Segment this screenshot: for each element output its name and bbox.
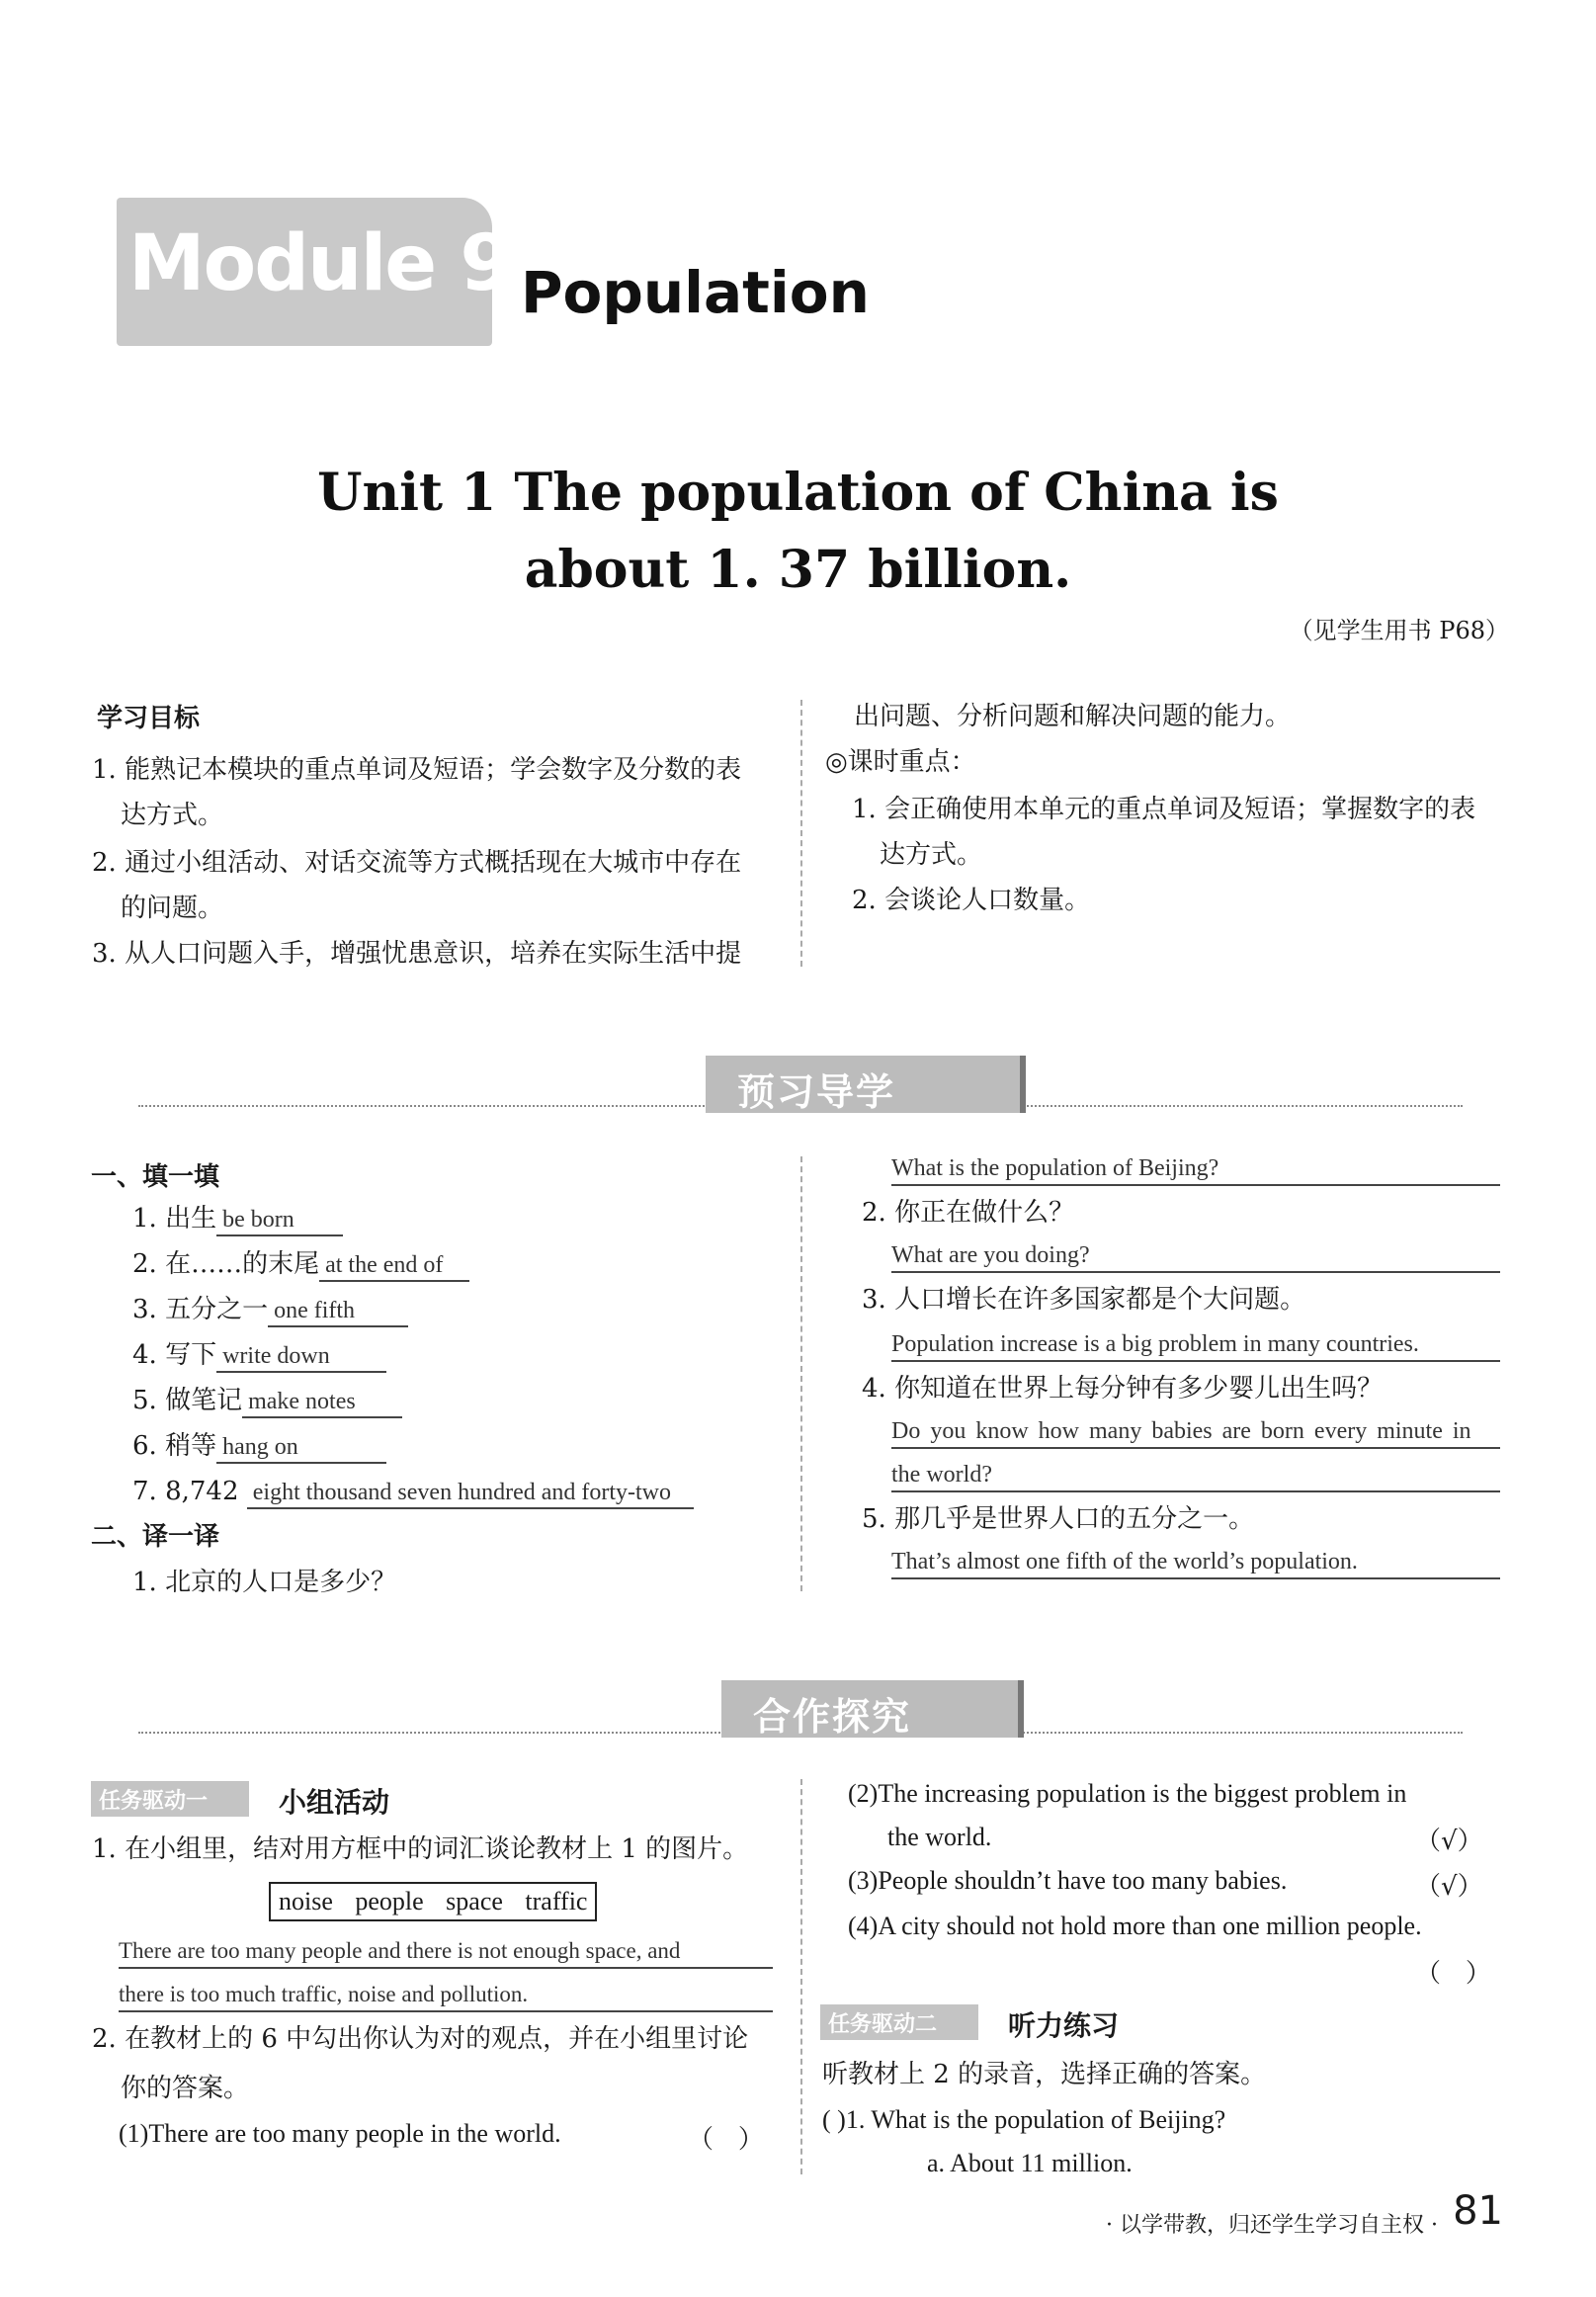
fill-item: 7. 8,742 eight thousand seven hundred and forty-two xyxy=(132,1469,694,1514)
answer-bracket[interactable]: （ ） xyxy=(1415,1959,1491,1989)
section-banner-cooperation xyxy=(721,1680,1024,1738)
fill-answer: write down xyxy=(216,1341,386,1373)
opinion-statement: (1)There are too many people in the world. xyxy=(119,2119,561,2148)
fill-item: 3. 五分之一 one fifth xyxy=(132,1287,408,1332)
opinion-statement: the world. xyxy=(887,1823,992,1851)
fill-answer: one fifth xyxy=(268,1296,408,1327)
page-number: 81 xyxy=(1453,2188,1503,2234)
translate-question: 4. 你知道在世界上每分钟有多少婴儿出生吗？ xyxy=(862,1374,1384,1404)
fill-item: 2. 在……的末尾 at the end of xyxy=(132,1241,469,1287)
unit-title-line1: Unit 1 The population of China is xyxy=(317,463,1279,523)
objective-line: 1. 能熟记本模块的重点单词及短语；学会数字及分数的表 xyxy=(92,755,742,785)
fill-answer: make notes xyxy=(242,1387,402,1418)
module-title: Population xyxy=(521,259,870,326)
task-answer: There are too many people and there is not enough space, and xyxy=(119,1935,773,1969)
key-points-heading: ◎课时重点： xyxy=(825,747,976,777)
task-answer: there is too much traffic, noise and pollution. xyxy=(119,1979,773,2012)
translate-question: 5. 那几乎是世界人口的五分之一。 xyxy=(862,1504,1255,1534)
task-question: 你的答案。 xyxy=(121,2074,250,2103)
fill-answer: eight thousand seven hundred and forty-two xyxy=(247,1478,694,1509)
unit-title-line2: about 1. 37 billion. xyxy=(524,540,1072,600)
translate-answer: the world? xyxy=(891,1459,1500,1492)
footer-slogan: · 以学带教，归还学生学习自主权 · xyxy=(1106,2213,1438,2238)
task-question: 1. 在小组里，结对用方框中的词汇谈论教材上 1 的图片。 xyxy=(92,1834,749,1864)
fill-item: 5. 做笔记 make notes xyxy=(132,1378,402,1423)
section-banner-label: 预习导学 xyxy=(737,1070,896,1114)
check-mark: √ xyxy=(1441,1872,1458,1902)
fill-answer: be born xyxy=(216,1205,343,1236)
fill-item: 6. 稍等 hang on xyxy=(132,1423,386,1469)
column-divider xyxy=(800,700,802,967)
objective-line: 的问题。 xyxy=(121,893,224,923)
answer-bracket[interactable]: （√） xyxy=(1415,1872,1483,1902)
objective-line: 达方式。 xyxy=(121,801,224,830)
objective-line: 出问题、分析问题和解决问题的能力。 xyxy=(854,702,1292,731)
fill-heading: 一、填一填 xyxy=(91,1162,220,1192)
translate-question: 2. 你正在做什么？ xyxy=(862,1198,1075,1228)
opinion-statement: (4)A city should not hold more than one million people. xyxy=(848,1912,1422,1940)
translate-answer: Population increase is a big problem in many countries. xyxy=(891,1328,1500,1362)
opinion-statement: (3)People shouldn’t have too many babies. xyxy=(848,1866,1288,1895)
translate-question: 3. 人口增长在许多国家都是个大问题。 xyxy=(862,1285,1306,1315)
word-box: noise people space traffic xyxy=(269,1882,597,1921)
task-tag: 任务驱动二 xyxy=(820,2004,978,2040)
task-title: 听力练习 xyxy=(1008,2009,1120,2042)
fill-answer: at the end of xyxy=(319,1250,469,1282)
translate-answer: What are you doing? xyxy=(891,1239,1500,1273)
task-title: 小组活动 xyxy=(279,1786,390,1819)
answer-bracket[interactable]: （ ） xyxy=(688,2125,764,2155)
section-banner-preview xyxy=(706,1056,1026,1113)
column-divider xyxy=(800,1779,802,2174)
fill-item: 1. 出生 be born xyxy=(132,1196,343,1241)
check-mark: √ xyxy=(1441,1827,1458,1856)
translate-heading: 二、译一译 xyxy=(91,1522,220,1552)
translate-answer: Do you know how many babies are born every minute in xyxy=(891,1415,1500,1449)
module-label: Module 9 xyxy=(128,219,512,308)
task-question: 2. 在教材上的 6 中勾出你认为对的观点，并在小组里讨论 xyxy=(92,2024,749,2054)
key-point-line: 达方式。 xyxy=(880,840,983,870)
listening-option: a. About 11 million. xyxy=(927,2149,1133,2177)
opinion-statement: (2)The increasing population is the biggest problem in xyxy=(848,1779,1407,1808)
answer-bracket[interactable]: （√） xyxy=(1415,1827,1483,1856)
fill-answer: hang on xyxy=(216,1432,386,1464)
fill-item: 4. 写下 write down xyxy=(132,1332,386,1378)
objective-line: 2. 通过小组活动、对话交流等方式概括现在大城市中存在 xyxy=(92,848,742,878)
listening-question: ( )1. What is the population of Beijing? xyxy=(822,2105,1226,2134)
translate-answer: That’s almost one fifth of the world’s population. xyxy=(891,1546,1500,1579)
objectives-heading: 学习目标 xyxy=(97,704,201,733)
section-banner-label: 合作探究 xyxy=(753,1695,912,1739)
reference-note: （见学生用书 P68） xyxy=(1289,617,1509,644)
translate-question: 1. 北京的人口是多少？ xyxy=(132,1568,397,1597)
key-point-line: 1. 会正确使用本单元的重点单词及短语；掌握数字的表 xyxy=(852,795,1476,824)
translate-answer: What is the population of Beijing? xyxy=(891,1152,1500,1186)
column-divider xyxy=(800,1156,802,1591)
key-point-line: 2. 会谈论人口数量。 xyxy=(852,886,1091,915)
task-instruction: 听教材上 2 的录音，选择正确的答案。 xyxy=(822,2060,1267,2089)
objective-line: 3. 从人口问题入手，增强忧患意识，培养在实际生活中提 xyxy=(92,939,742,969)
task-tag: 任务驱动一 xyxy=(91,1781,249,1817)
